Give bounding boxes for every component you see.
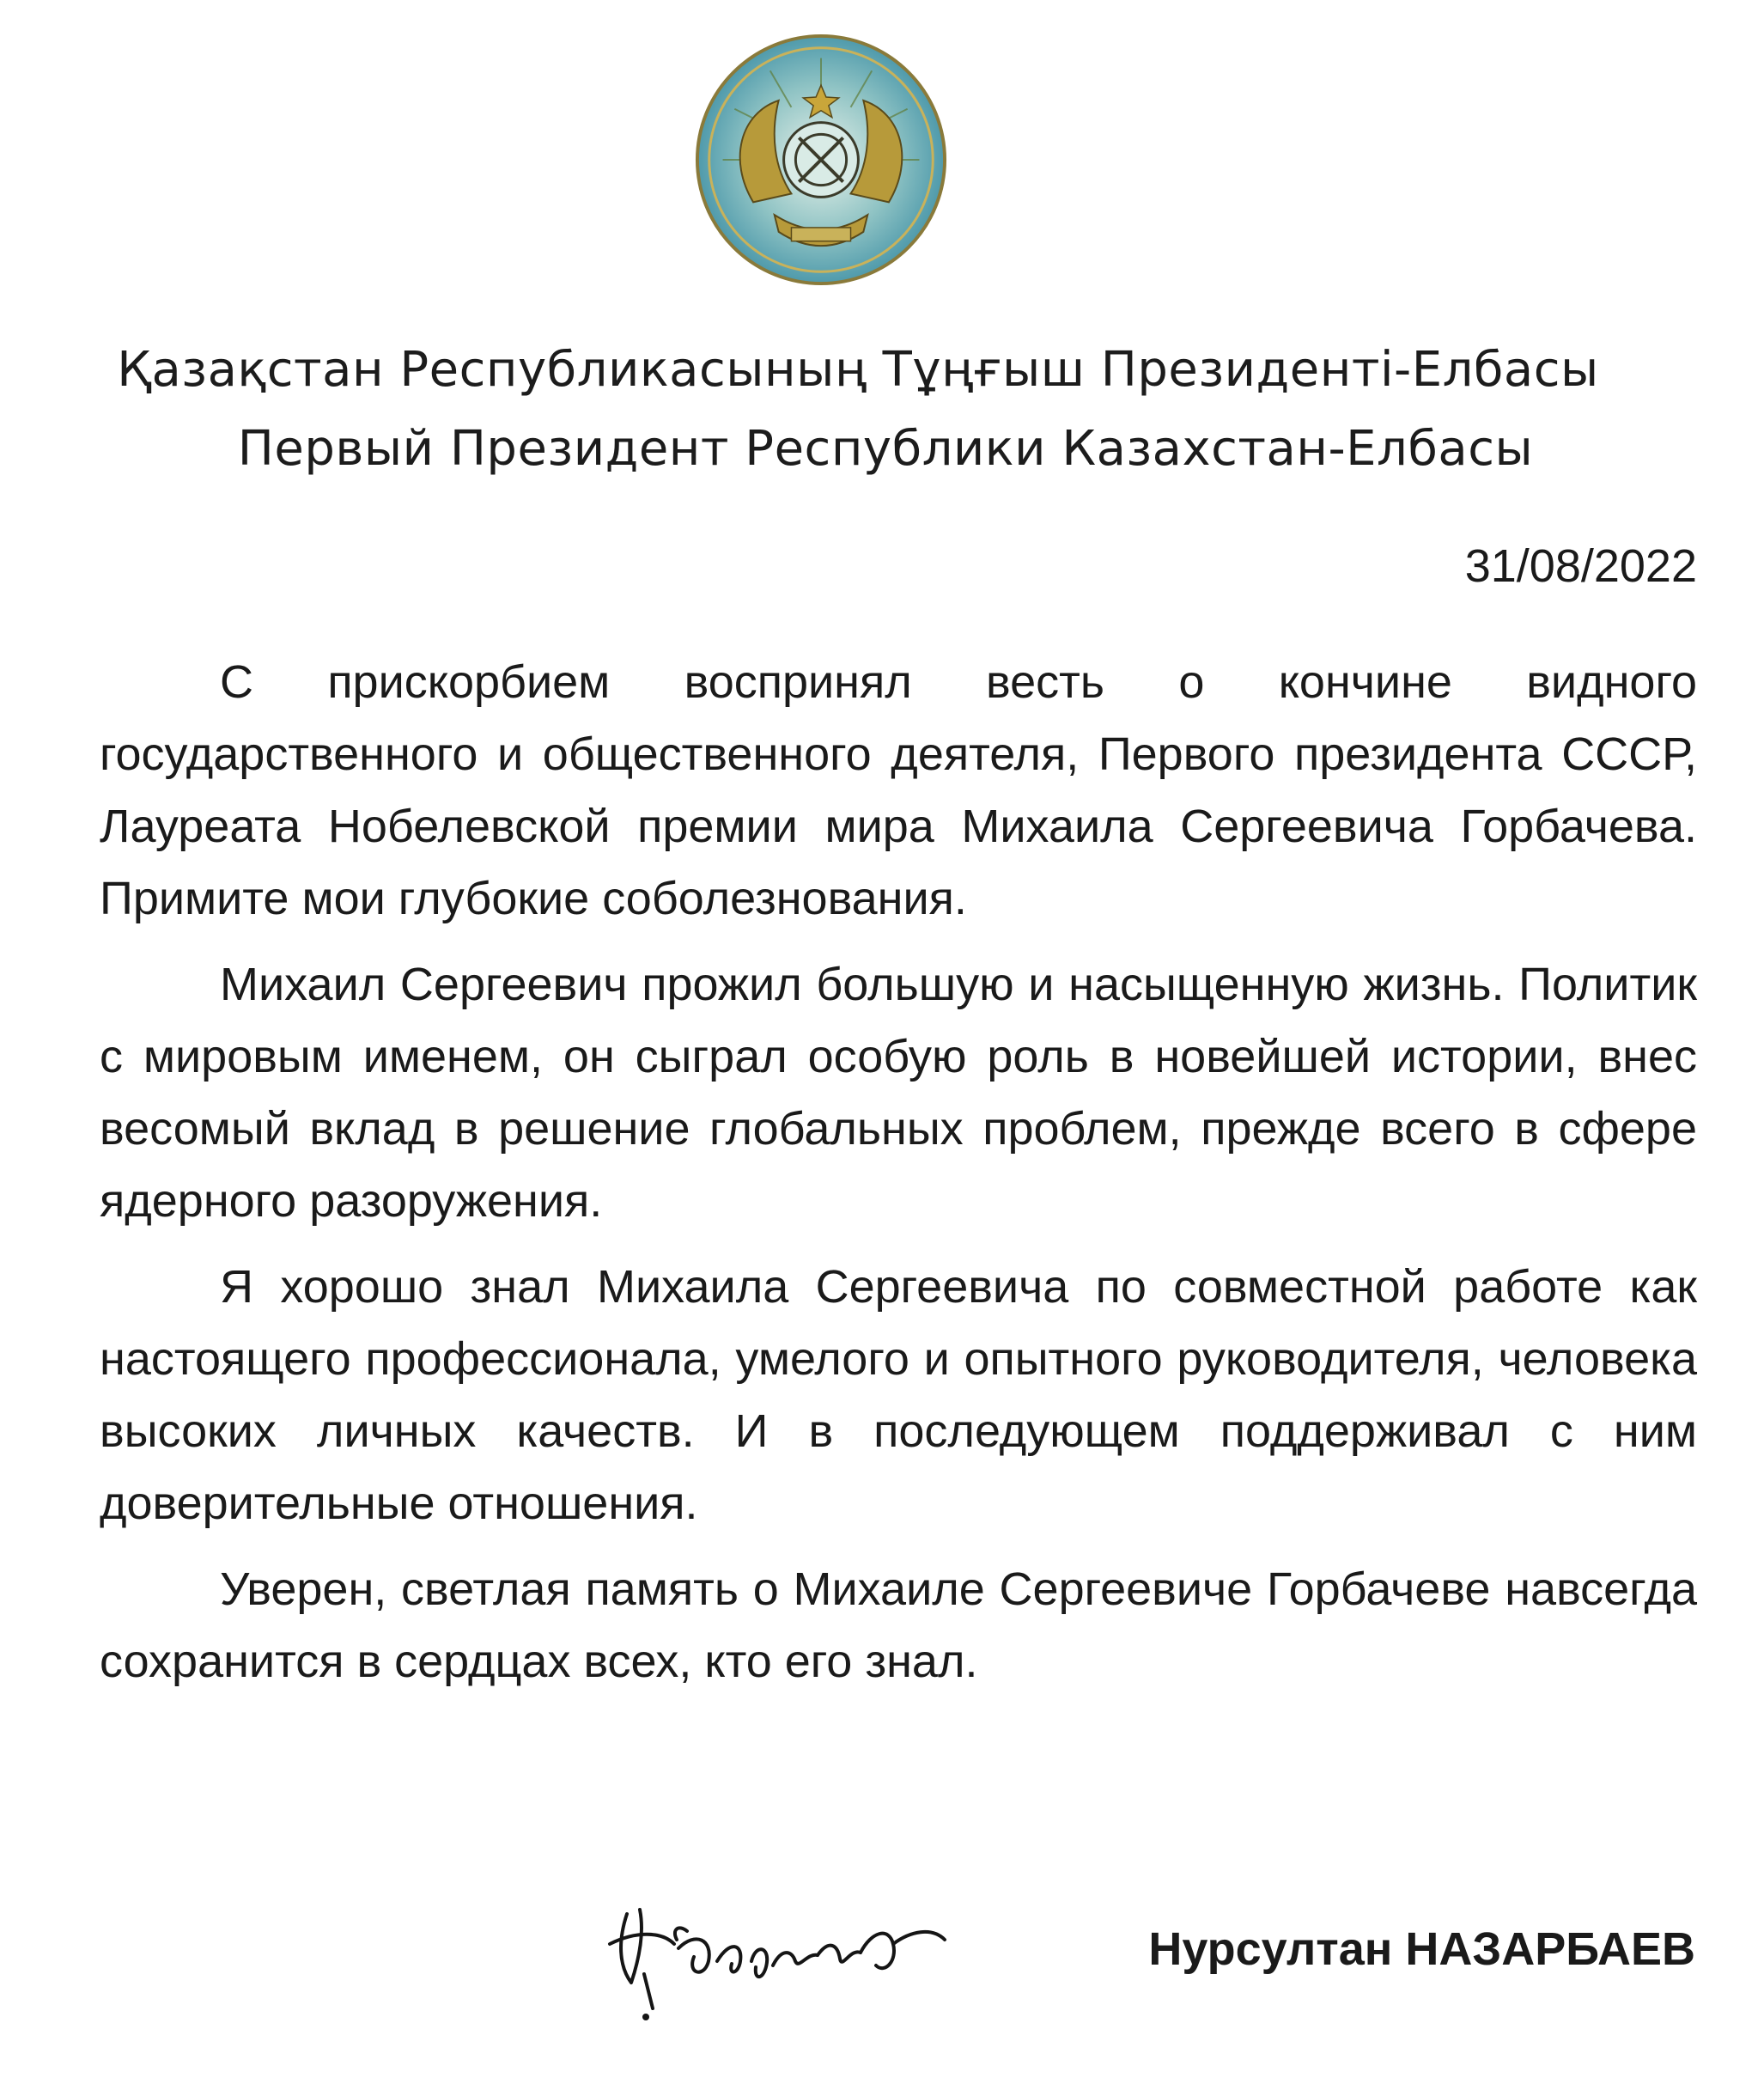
header-title-russian: Первый Президент Республики Казахстан-Елбасы — [237, 421, 1534, 477]
paragraph: Уверен, светлая память о Михаиле Сергеевиче Горбачеве навсегда сохранится в сердцах всех, кто его знал. — [100, 1563, 1697, 1687]
signer-name: Нурсултан НАЗАРБАЕВ — [1148, 1923, 1695, 1975]
state-emblem-icon — [694, 33, 948, 287]
letter-date: 31/08/2022 — [1464, 540, 1697, 592]
handwritten-signature — [593, 1880, 988, 2026]
paragraph: С прискорбием воспринял весть о кончине видного государственного и общественного деятеля, Первого президента СССР, Лауреата Нобелевской премии мира Михаила Сергеевича Горбачева. Примите мои глубокие соболезнования. — [100, 656, 1697, 924]
paragraph: Михаил Сергеевич прожил большую и насыщенную жизнь. Политик с мировым именем, он сыграл особую роль в новейшей истории, внес весомый вклад в решение глобальных проблем, прежде всего в сфере ядерного разоружения. — [100, 959, 1697, 1227]
letter-body — [100, 646, 1697, 1711]
paragraph: Я хорошо знал Михаила Сергеевича по совместной работе как настоящего профессионала, умелого и опытного руководителя, человека высоких личных качеств. И в последующем поддерживал с ним доверительные отношения. — [100, 1261, 1697, 1529]
header-title-kazakh: Қазақстан Республикасының Тұңғыш Президенті-Елбасы — [117, 342, 1599, 398]
